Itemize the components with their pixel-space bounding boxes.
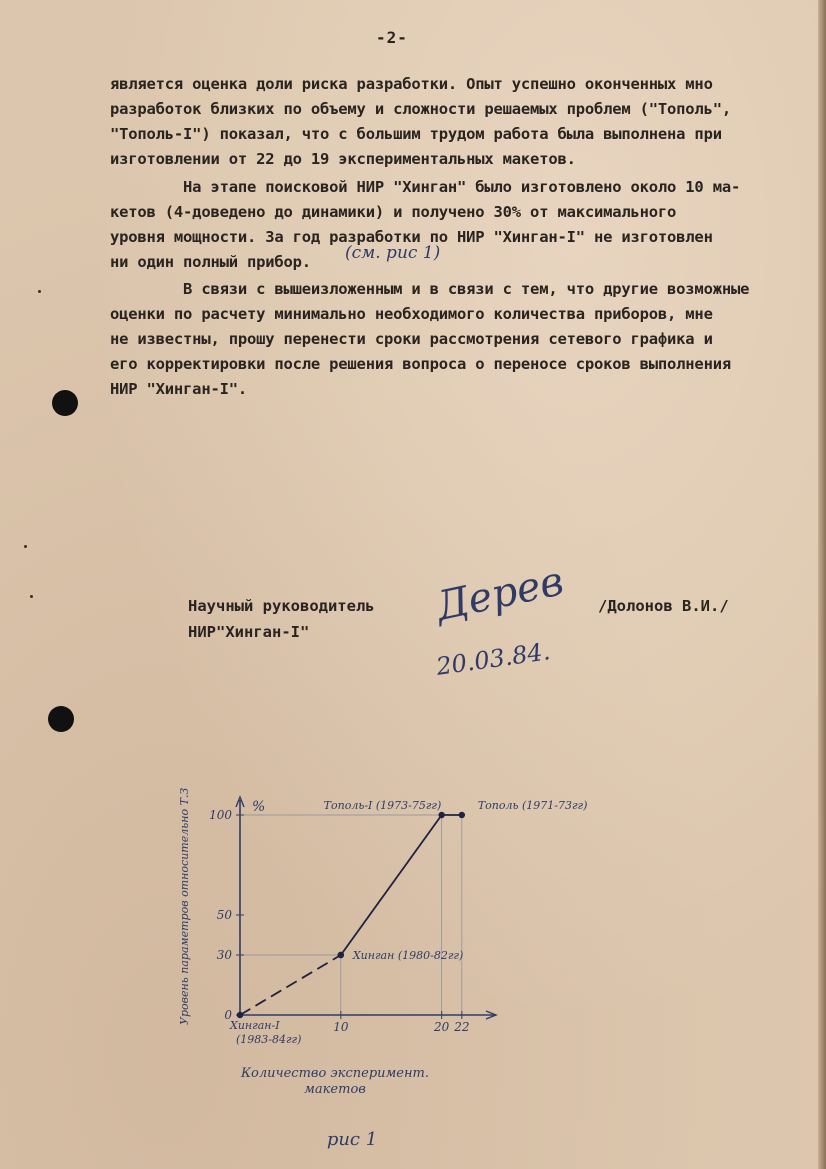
data-point [338,952,344,958]
series-line [240,955,341,1015]
y-tick-label: 0 [224,1008,232,1022]
punch-hole [48,706,74,732]
handwritten-reference: (см. рис 1) [345,243,441,263]
data-point [237,1012,243,1018]
speck [24,545,27,548]
text-line: уровня мощности. За год разработки по НИР "Хинган-I" не изготовлен [110,228,713,246]
text-line: не известны, прошу перенести сроки рассмотрения сетевого графика и [110,330,713,348]
text-line: ни один полный прибор. [110,253,311,271]
x-tick-label: 10 [333,1020,349,1034]
y-tick-label: 30 [216,948,232,962]
text-line: является оценка доли риска разработки. Опыт успешно оконченных мно [110,75,713,93]
page-edge [818,0,826,1169]
text-line: кетов (4-доведено до динамики) и получено 30% от максимального [110,203,677,221]
annotation-label: (1983-84гг) [236,1033,302,1046]
punch-hole [52,390,78,416]
text-line: В связи с вышеизложенным и в связи с тем, что другие возможные [110,280,750,298]
page-number: -2- [376,28,408,47]
text-line: разработок близких по объему и сложности решаемых проблем ("Тополь", [110,100,731,118]
signer-title-line2: НИР"Хинган-I" [188,623,310,641]
speck [30,595,33,598]
annotation-label: Тополь-I (1973-75гг) [323,799,442,812]
speck [38,290,41,293]
figure-caption: рис 1 [326,1129,378,1150]
signature-date: 20.03.84. [434,637,552,681]
annotation-label: Тополь (1971-73гг) [477,799,588,812]
figure-chart [170,770,588,1150]
signature: Дерев [432,558,568,630]
text-line: оценки по расчету минимально необходимого количества приборов, мне [110,305,713,323]
text-line: НИР "Хинган-I". [110,380,247,398]
x-tick-label: 22 [454,1020,470,1034]
series-line [341,815,462,955]
x-axis-label: макетов [304,1082,366,1097]
signer-title-line1: Научный руководитель [188,597,375,615]
y-tick-label: 100 [209,808,232,822]
y-tick-label: 50 [216,908,232,922]
text-line: "Тополь-I") показал, что с большим трудом работа была выполнена при [110,125,722,143]
y-axis-label: Уровень параметров относительно Т.З [178,787,191,1025]
annotation-label: Хинган (1980-82гг) [352,949,464,962]
text-line: На этапе поисковой НИР "Хинган" было изготовлено около 10 ма- [110,178,741,196]
y-unit-label: % [252,799,266,815]
annotation-label: Хинган-I [230,1019,280,1032]
x-axis-label: Количество эксперимент. [240,1066,430,1081]
signer-name: /Долонов В.И./ [598,597,729,615]
text-line: изготовлении от 22 до 19 экспериментальных макетов. [110,150,576,168]
data-point [438,812,444,818]
x-tick-label: 20 [434,1020,450,1034]
text-line: его корректировки после решения вопроса о переносе сроков выполнения [110,355,731,373]
data-point [459,812,465,818]
